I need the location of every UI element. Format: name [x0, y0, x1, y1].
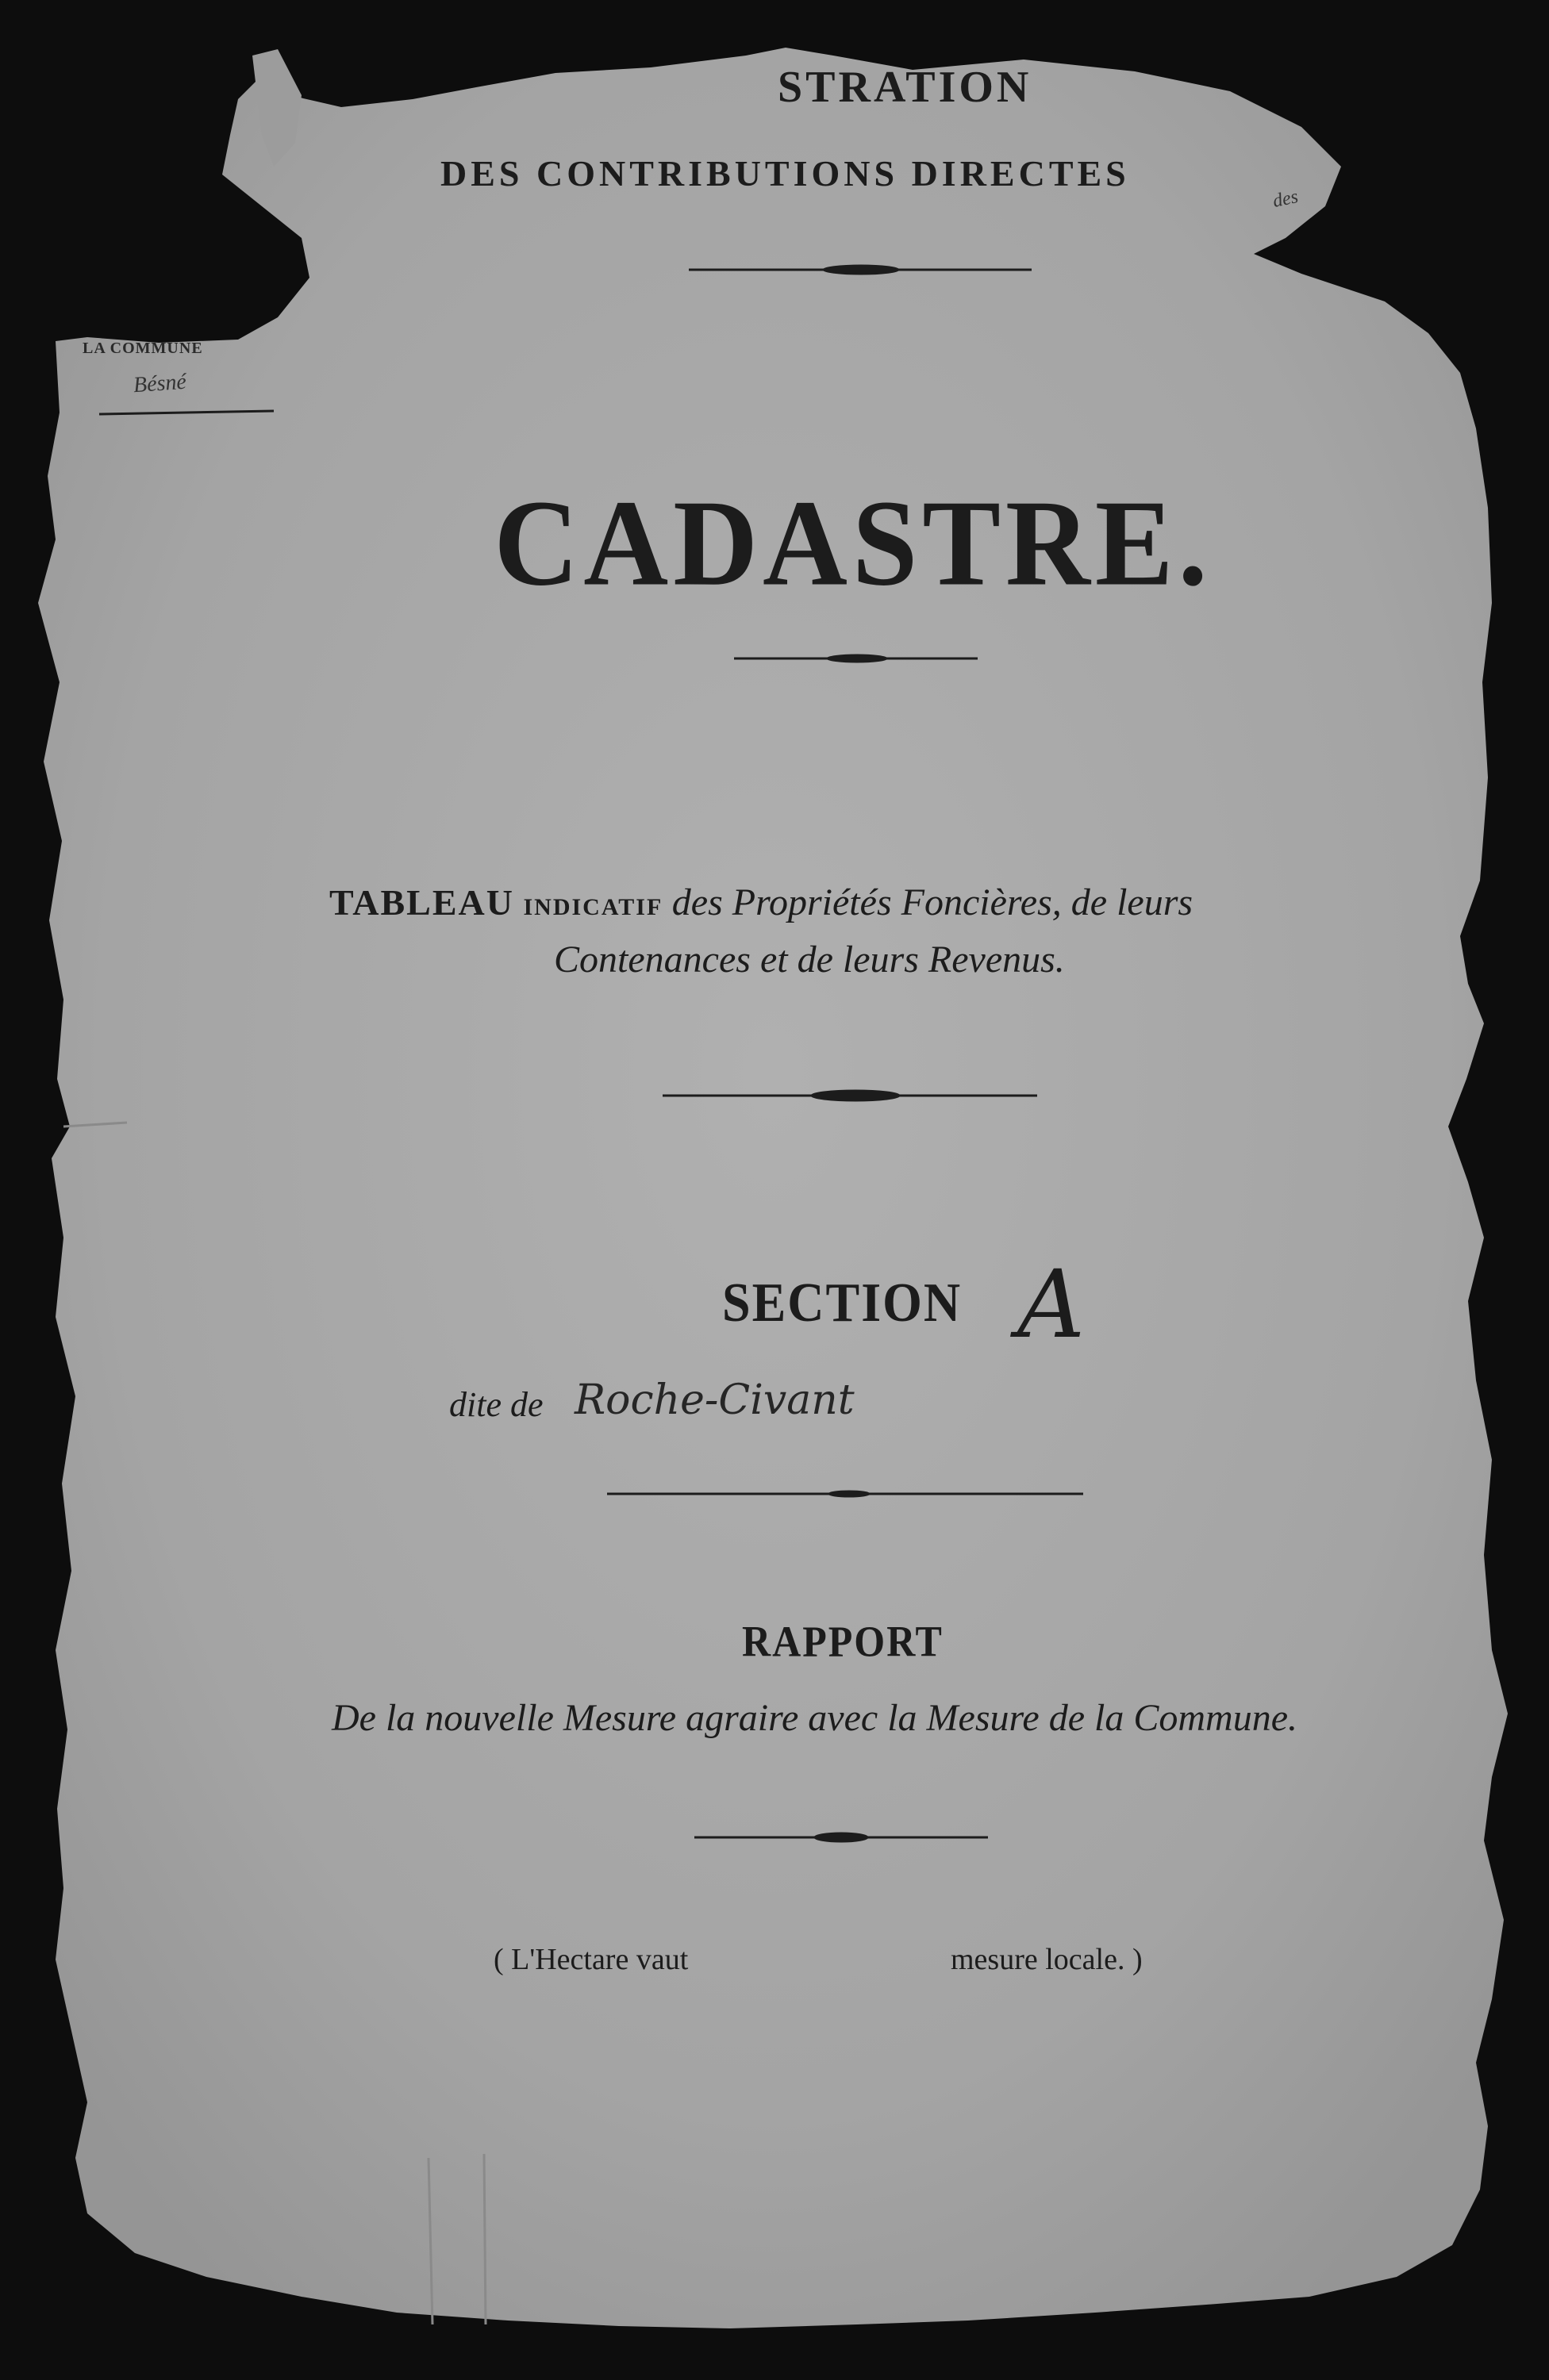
rapport-subtitle: De la nouvelle Mesure agraire avec la Mesure de la Commune.: [332, 1697, 1297, 1739]
commune-name: Bésné: [132, 369, 187, 398]
tableau-line-2: Contenances et de leurs Revenus.: [554, 939, 1065, 981]
tableau-line-1: [329, 881, 1193, 924]
commune-label: LA COMMUNE: [83, 340, 203, 357]
torn-paper: [38, 48, 1508, 2328]
tableau-line-1-rest: des Propriétés Foncières, de leurs: [671, 881, 1193, 923]
hectare-right-text: mesure locale. ): [951, 1943, 1143, 1976]
hectare-left-text: ( L'Hectare vaut: [494, 1943, 689, 1976]
section-name-handwritten: Roche-Civant: [575, 1376, 855, 1424]
tableau-word: TABLEAU: [329, 882, 514, 923]
section-letter: A: [1017, 1250, 1086, 1359]
header-contributions: DES CONTRIBUTIONS DIRECTES: [440, 153, 1130, 194]
indicatif-word: INDICATIF: [523, 894, 663, 920]
rapport-title: RAPPORT: [742, 1617, 944, 1666]
page-title: CADASTRE.: [494, 474, 1213, 612]
dite-prefix: dite de: [449, 1385, 544, 1424]
header-administration-fragment: STRATION: [778, 63, 1032, 112]
section-label: SECTION: [722, 1271, 963, 1334]
margin-note: des: [1270, 186, 1301, 213]
